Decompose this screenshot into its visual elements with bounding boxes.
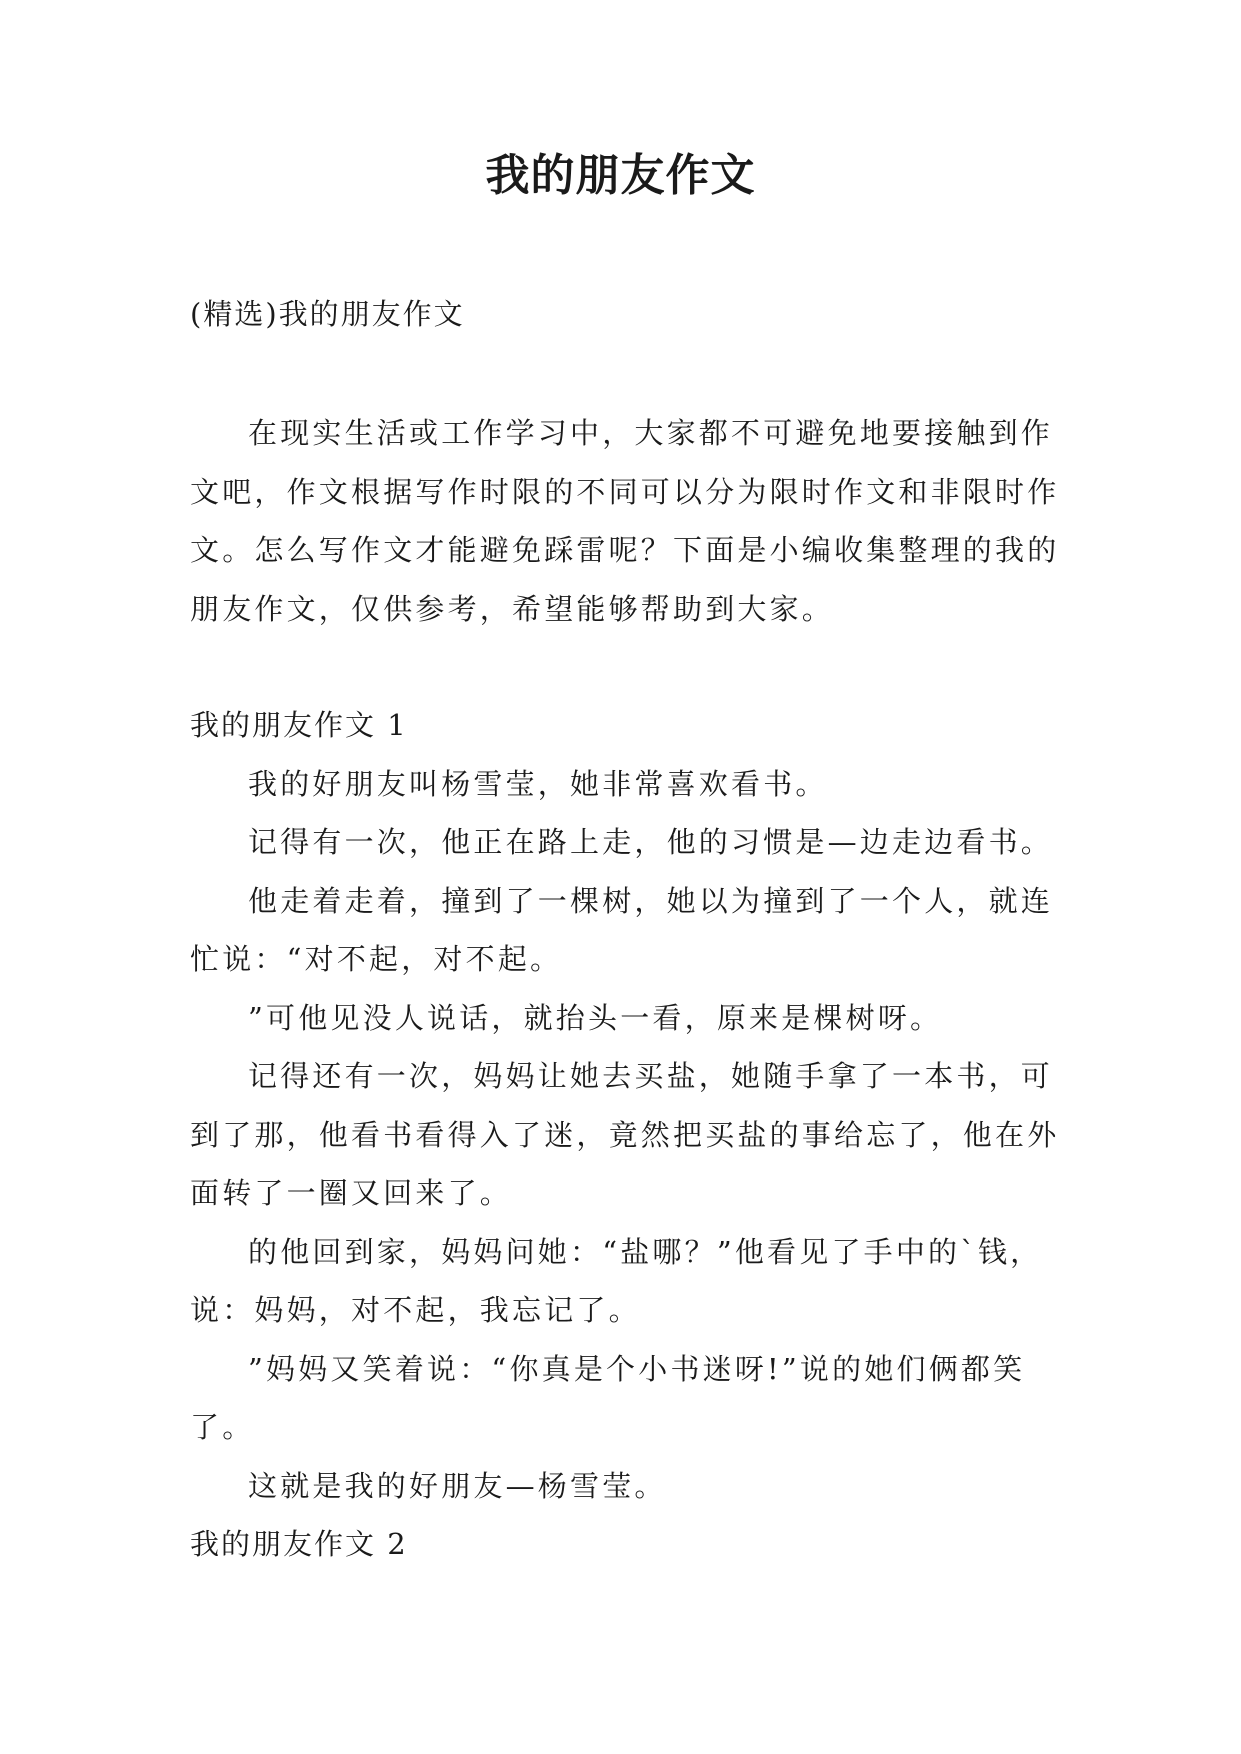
essay-1-heading: 我的朋友作文 1	[190, 708, 408, 742]
essay-1-paragraph: 的他回到家，妈妈问她：“盐哪？”他看见了手中的`钱，说：妈妈，对不起，我忘记了。	[190, 1234, 1043, 1327]
essay-2-heading: 我的朋友作文 2	[190, 1527, 408, 1561]
essay-1-paragraph: ”妈妈又笑着说：“你真是个小书迷呀!”说的她们俩都笑了。	[190, 1351, 1026, 1444]
essay-1-paragraph: 记得有一次，他正在路上走，他的习惯是—边走边看书。	[248, 825, 1054, 859]
essay-1-paragraph: ”可他见没人说话，就抬头一看，原来是棵树呀。	[248, 1000, 943, 1035]
document-body	[190, 404, 1060, 1574]
essay-1-paragraph: 我的好朋友叫杨雪莹，她非常喜欢看书。	[248, 766, 828, 801]
intro-paragraph: 在现实生活或工作学习中，大家都不可避免地要接触到作文吧，作文根据写作时限的不同可以分为限时作文和非限时作文。怎么写作文才能避免踩雷呢？下面是小编收集整理的我的朋友作文，仅供参考，希望能够帮助到大家。	[190, 416, 1060, 626]
essay-1-paragraph: 他走着走着，撞到了一棵树，她以为撞到了一个人，就连忙说：“对不起，对不起。	[190, 883, 1054, 976]
document-title: 我的朋友作文	[485, 150, 756, 201]
essay-1-paragraph: 记得还有一次，妈妈让她去买盐，她随手拿了一本书，可到了那，他看书看得入了迷，竟然把买盐的事给忘了，他在外面转了一圈又回来了。	[190, 1059, 1060, 1210]
document-subtitle: (精选)我的朋友作文	[190, 297, 465, 331]
essay-1-paragraph: 这就是我的好朋友—杨雪莹。	[248, 1468, 667, 1503]
